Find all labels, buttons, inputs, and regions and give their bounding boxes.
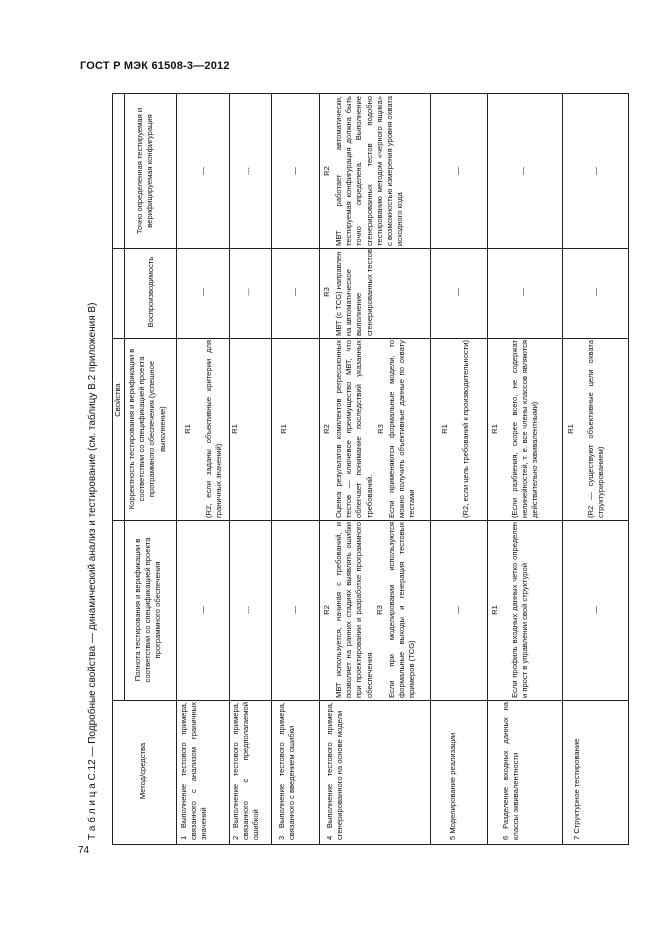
row-4-correctness-text1: Оценка результатов комплектов регрессионных тестов — ключевое преимущество МВТ, что облегчает понимание последствий указанных требований.	[334, 340, 374, 518]
row-2-method: 2 Выполнение тестового примера, связанного с предполагаемой ошибкой	[231, 702, 261, 840]
row-7-completeness: —	[591, 606, 600, 614]
row-7-correctness-r: R1	[566, 424, 575, 434]
row-7-correctness-note: (R2 — существуют объективные цели охвата структурированием)	[586, 340, 606, 518]
row-5-reproducibility: —	[453, 288, 462, 296]
col-header-correctness: Корректность тестирования и верификации в соответствии со спецификацией проекта программного обеспечения (успешное выполнение)	[127, 348, 167, 510]
row-4-correctness-text2: Если применяются формальные модели, то можно получить объективные данные по охвату тестами	[387, 340, 417, 518]
row-3-completeness: —	[290, 606, 299, 614]
row-4-reproducibility-text: МВТ (с TCG) направлен на автоматическое выполнение сгенерированных тестов	[334, 249, 374, 336]
col-header-completeness: Полнота тестирования и верификации в соответствии со спецификацией проекта программного обеспечения	[133, 537, 163, 683]
col-header-methods: Метод/средства	[138, 742, 147, 800]
row-1-defined-config: —	[198, 167, 207, 175]
col-header-reproducibility: Воспроизводимость	[146, 256, 155, 328]
table-title: Т а б л и ц а С.12 — Подробные свойства — динамический анализ и тестирование (см. таблицу В.2 приложения В)	[87, 302, 98, 840]
row-4-correctness-r2: R2	[322, 424, 331, 434]
row-6-defined-config: —	[518, 167, 527, 175]
row-4-reproducibility-r3: R3	[322, 287, 331, 297]
col-header-defined-config: Точно определенная тестируемая и верифицируемая конфигурация	[135, 107, 155, 235]
row-4-method: 4 Выполнение тестового примера, сгенерированного на основе модели	[325, 702, 345, 840]
row-6-correctness-text: (Если разбиения, скорее всего, не содержат нелинейностей, т. е. все члены классов являются действительно эквивалентными)	[510, 340, 540, 518]
row-2-completeness: ---	[244, 606, 253, 614]
row-6-completeness-r: R1	[490, 605, 499, 615]
row-7-defined-config: —	[591, 167, 600, 175]
row-1-correctness-note: (R2, если заданы объективные критерии для граничных значений)	[204, 340, 224, 518]
row-4-completeness-text1: МВТ используется, начиная с требований, и позволяет на ранних стадиях выявлять ошибки при проектировании и разработке программного обеспечения.	[334, 522, 374, 698]
row-4-completeness-r3: R3	[375, 605, 384, 615]
row-3-defined-config: —	[290, 167, 299, 175]
row-5-completeness: —	[453, 606, 462, 614]
row-5-defined-config: —	[453, 167, 462, 175]
row-4-defined-config-text: МВТ работает автоматически, тестируемая конфигурация должна быть точно определена. Выполнение сгенерированных тестов подобно тестированию методом «черного ящика» с возможностью измерения уровня охвата исходного кода	[334, 96, 405, 246]
col-header-properties: Свойства	[113, 383, 122, 417]
row-5-correctness-note: (R2, если цель требований к производительности)	[461, 340, 470, 518]
row-7-method: 7 Структурное тестирование	[572, 738, 581, 840]
page-number: 74	[78, 845, 90, 856]
row-1-completeness: —	[198, 606, 207, 614]
row-1-reproducibility: —	[198, 288, 207, 296]
row-1-method: 1 Выполнение тестового примера, связанного с анализом граничных значений	[179, 702, 209, 840]
row-6-reproducibility: —	[518, 288, 527, 296]
document-header: ГОСТ Р МЭК 61508-3—2012	[80, 60, 230, 72]
row-2-correctness: R1	[230, 424, 239, 434]
row-3-method: 3 Выполнение тестового примера, связанного с введением ошибки	[277, 702, 297, 840]
row-3-correctness: R1	[279, 424, 288, 434]
row-6-completeness-text: Если профиль входных данных четко определен и прост в управлении свой структурой	[510, 522, 530, 698]
row-1-correctness-r: R1	[183, 424, 192, 434]
row-2-defined-config: ---	[244, 167, 253, 175]
row-5-correctness-r: R1	[440, 424, 449, 434]
row-4-completeness-r2: R2	[322, 605, 331, 615]
row-3-reproducibility: —	[290, 288, 299, 296]
row-5-method: 5 Моделирование реализации	[448, 732, 457, 840]
row-4-defined-config-r2: R2	[322, 166, 331, 176]
row-6-method: 6 Разделение входных данных на классы эквивалентности	[501, 702, 521, 840]
row-4-correctness-r3: R3	[376, 424, 385, 434]
row-7-reproducibility: —	[591, 288, 600, 296]
row-6-correctness-r: R1	[490, 424, 499, 434]
row-4-completeness-text2: Если при моделировании используются формальные выходы и генерация тестовых примеров (TCG)	[387, 522, 417, 698]
row-2-reproducibility: ---	[244, 288, 253, 296]
